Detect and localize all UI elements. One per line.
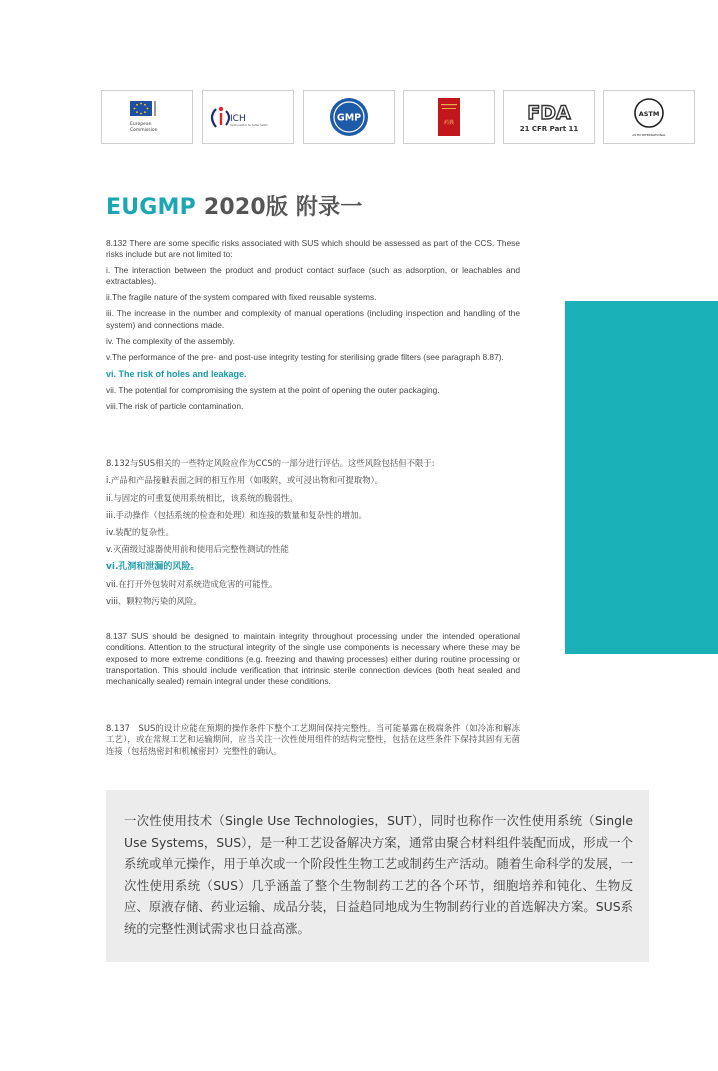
eu-commission-logo — [101, 90, 193, 144]
fda-logo — [503, 90, 595, 144]
zh-item-vi-highlight: vi.孔洞和泄漏的风险。 — [106, 561, 200, 572]
decorative-teal-bar — [565, 301, 718, 654]
title-version: 2020版 附录一 — [203, 195, 363, 220]
logo-strip — [101, 90, 695, 144]
ich-name: ICH — [230, 114, 246, 124]
chp-name: 药典 — [443, 120, 455, 126]
chinese-section-8-137 — [106, 723, 520, 757]
zh-item-ii: ii.与固定的可重复使用系统相比，该系统的脆弱性。 — [106, 492, 298, 503]
en-item-iii: iii. The increase in the number and complexity of manual operations (including inspection and handling of the system) and connections made. — [106, 308, 520, 330]
summary-box — [106, 790, 649, 962]
fda-sub: 21 CFR Part 11 — [519, 125, 579, 133]
zh-item-iii: iii.手动操作（包括系统的检查和处理）和连接的数量和复杂性的增加。 — [106, 509, 367, 520]
fda-name: FDA — [527, 102, 571, 124]
zh-item-v: v.灭菌级过滤器使用前和使用后完整性测试的性能 — [106, 544, 289, 555]
zh-item-iv: iv.装配的复杂性。 — [106, 527, 174, 538]
gmp-logo — [303, 90, 395, 144]
en-8-137-paragraph: 8.137 SUS should be designed to maintain integrity throughout processing under the intended operational conditions. Attention to the structural integrity of the single use components is necessary where these may be exposed to more extreme conditions (e.g. freezing and thawing processes) either during routine processing or transportation. This should include verification that intrinsic sterile connection devices (both heat sealed and mechanically sealed) remain integral under these conditions. — [106, 631, 520, 687]
zh-item-viii: viii、颗粒物污染的风险。 — [106, 596, 202, 607]
zh-8-137-paragraph: 8.137 SUS的设计应能在预期的操作条件下整个工艺期间保持完整性。当可能暴露在极端条件（如冷冻和解冻工艺），或在常规工艺和运输期间，应当关注一次性使用组件的结构完整性，包括在这些条件下保持其固有无菌连接（包括热密封和机械密封）完整性的确认。 — [106, 723, 520, 756]
eu-line1: European — [130, 122, 152, 127]
title-eugmp: EUGMP — [106, 195, 196, 220]
zh-intro: 8.132与SUS相关的一些特定风险应作为CCS的一部分进行评估。这些风险包括但不限于: — [106, 458, 435, 468]
en-intro: 8.132 There are some specific risks associated with SUS which should be assessed as part of the CCS. These risks include but are not limited to: — [106, 238, 520, 260]
en-item-i: i. The interaction between the product and product contact surface (such as adsorption, or leachables and extractables). — [106, 264, 520, 286]
en-item-vi-highlight: vi. The risk of holes and leakage. — [106, 368, 247, 379]
en-item-v: v.The performance of the pre- and post-use integrity testing for sterilising grade filters (see paragraph 8.87). — [106, 352, 504, 363]
astm-sub: ASTM INTERNATIONAL — [632, 133, 666, 137]
en-item-iv: iv. The complexity of the assembly. — [106, 336, 235, 347]
en-item-vii: vii. The potential for compromising the system at the point of opening the outer packaging. — [106, 384, 440, 395]
gmp-name: GMP — [336, 112, 362, 124]
chinese-section-8-132 — [106, 458, 520, 608]
zh-item-vii: vii.在打开外包装时对系统造成危害的可能性。 — [106, 579, 278, 590]
english-section-8-132 — [106, 238, 520, 413]
ich-logo — [202, 90, 294, 144]
astm-name: ASTM — [638, 110, 660, 118]
en-item-viii: viii.The risk of particle contamination. — [106, 401, 244, 412]
ich-tagline: harmonisation for better health — [230, 124, 268, 127]
summary-text: 一次性使用技术（Single Use Technologies，SUT），同时也称作一次性使用系统（Single Use Systems，SUS），是一种工艺设备解决方案，通常由聚合材料组件装配而成，形成一个系统或单元操作，用于单次或一个阶段性生物工艺或制药生产活动。随着生命科学的发展，一次性使用系统（SUS）几乎涵盖了整个生物制药工艺的各个环节，细胞培养和钝化、生物反应、原液存储、药业运输、成品分装，日益趋同地成为生物制药行业的首选解决方案。SUS系统的完整性测试需求也日益高涨。 — [124, 813, 633, 936]
page-title — [106, 190, 363, 221]
eu-line2: Commission — [130, 128, 158, 133]
en-item-ii: ii.The fragile nature of the system compared with fixed reusable systems. — [106, 292, 377, 303]
astm-logo — [603, 90, 695, 144]
zh-item-i: i.产品和产品接触表面之间的相互作用（如吸附，或可浸出物和可提取物）。 — [106, 475, 384, 486]
pharmacopoeia-logo — [403, 90, 495, 144]
english-section-8-137 — [106, 631, 520, 687]
